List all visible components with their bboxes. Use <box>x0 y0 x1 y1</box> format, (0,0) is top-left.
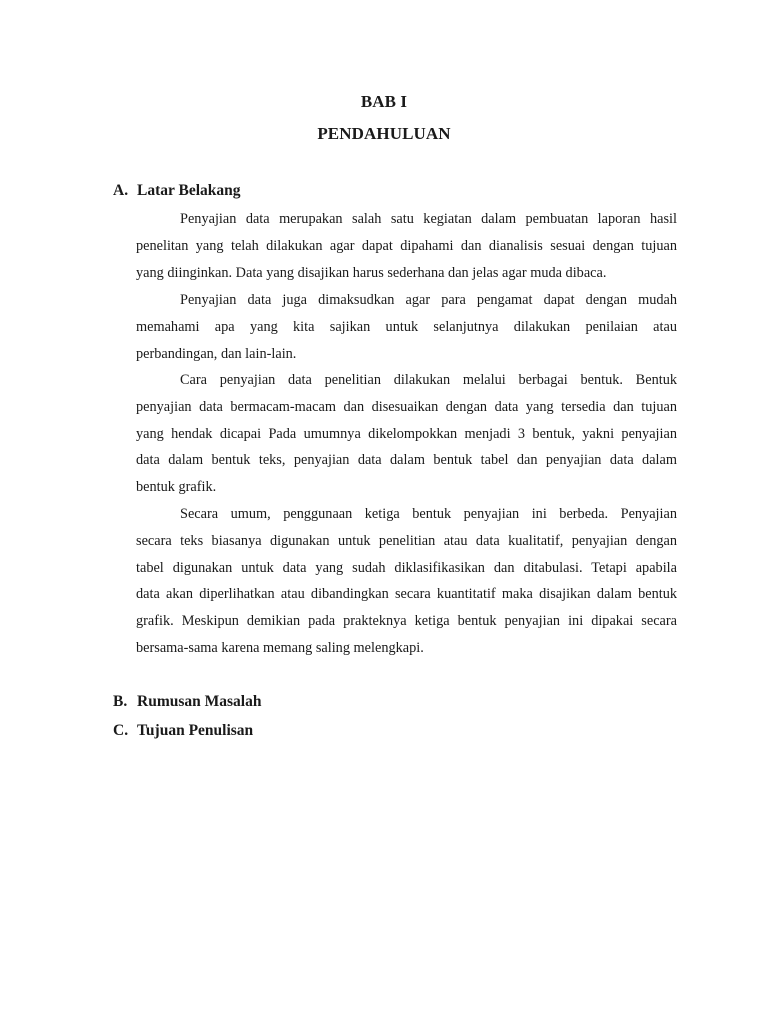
section-title: Rumusan Masalah <box>137 693 262 710</box>
paragraph-line: Penyajian data merupakan salah satu kegiatan dalam pembuatan laporan hasil <box>180 211 677 227</box>
paragraph-line: tabel digunakan untuk data yang sudah diklasifikasikan dan ditabulasi. Tetapi apabila <box>136 559 677 576</box>
paragraph-line: bentuk grafik. <box>136 479 217 496</box>
paragraph-line: data akan diperlihatkan atau dibandingkan secara kuantitatif maka disajikan dalam bentuk <box>136 586 677 603</box>
section-number: A. <box>113 182 129 199</box>
section-heading-latar-belakang <box>113 182 241 200</box>
section-title: Latar Belakang <box>137 182 241 199</box>
paragraph-1 <box>136 206 677 286</box>
paragraph-4 <box>136 501 677 662</box>
section-title: Tujuan Penulisan <box>137 722 254 739</box>
section-number: B. <box>113 693 128 710</box>
paragraph-line: yang hendak dicapai Pada umumnya dikelompokkan menjadi 3 bentuk, yakni penyajian <box>136 425 677 442</box>
paragraph-line: data dalam bentuk teks, penyajian data dalam bentuk tabel dan penyajian data dalam <box>136 452 677 469</box>
paragraph-line: Cara penyajian data penelitian dilakukan melalui berbagai bentuk. Bentuk <box>180 372 677 388</box>
paragraph-line: penelitan yang telah dilakukan agar dapat dipahami dan dianalisis sesuai dengan tujuan <box>136 237 677 254</box>
paragraph-line: bersama-sama karena memang saling melengkapi. <box>136 639 424 656</box>
paragraph-2 <box>136 287 677 367</box>
section-heading-rumusan-masalah <box>113 693 261 711</box>
section-heading-tujuan-penulisan <box>113 722 253 740</box>
chapter-number: BAB I <box>360 92 408 111</box>
paragraph-line: Penyajian data juga dimaksudkan agar para pengamat dapat dengan mudah <box>180 292 677 308</box>
paragraph-line: secara teks biasanya digunakan untuk penelitian atau data kualitatif, penyajian dengan <box>136 532 677 549</box>
paragraph-line: grafik. Meskipun demikian pada prakteknya ketiga bentuk penyajian ini dipakai secara <box>136 613 677 630</box>
paragraph-line: penyajian data bermacam-macam dan disesuaikan dengan data yang tersedia dan tujuan <box>136 398 677 415</box>
paragraph-3 <box>136 367 677 501</box>
chapter-title: PENDAHULUAN <box>317 124 451 143</box>
paragraph-line: memahami apa yang kita sajikan untuk selanjutnya dilakukan penilaian atau <box>136 318 677 335</box>
paragraph-line: yang diinginkan. Data yang disajikan harus sederhana dan jelas agar muda dibaca. <box>136 264 607 281</box>
section-number: C. <box>113 722 129 739</box>
paragraph-line: Secara umum, penggunaan ketiga bentuk penyajian ini berbeda. Penyajian <box>180 506 677 522</box>
paragraph-line: perbandingan, dan lain-lain. <box>136 345 297 362</box>
